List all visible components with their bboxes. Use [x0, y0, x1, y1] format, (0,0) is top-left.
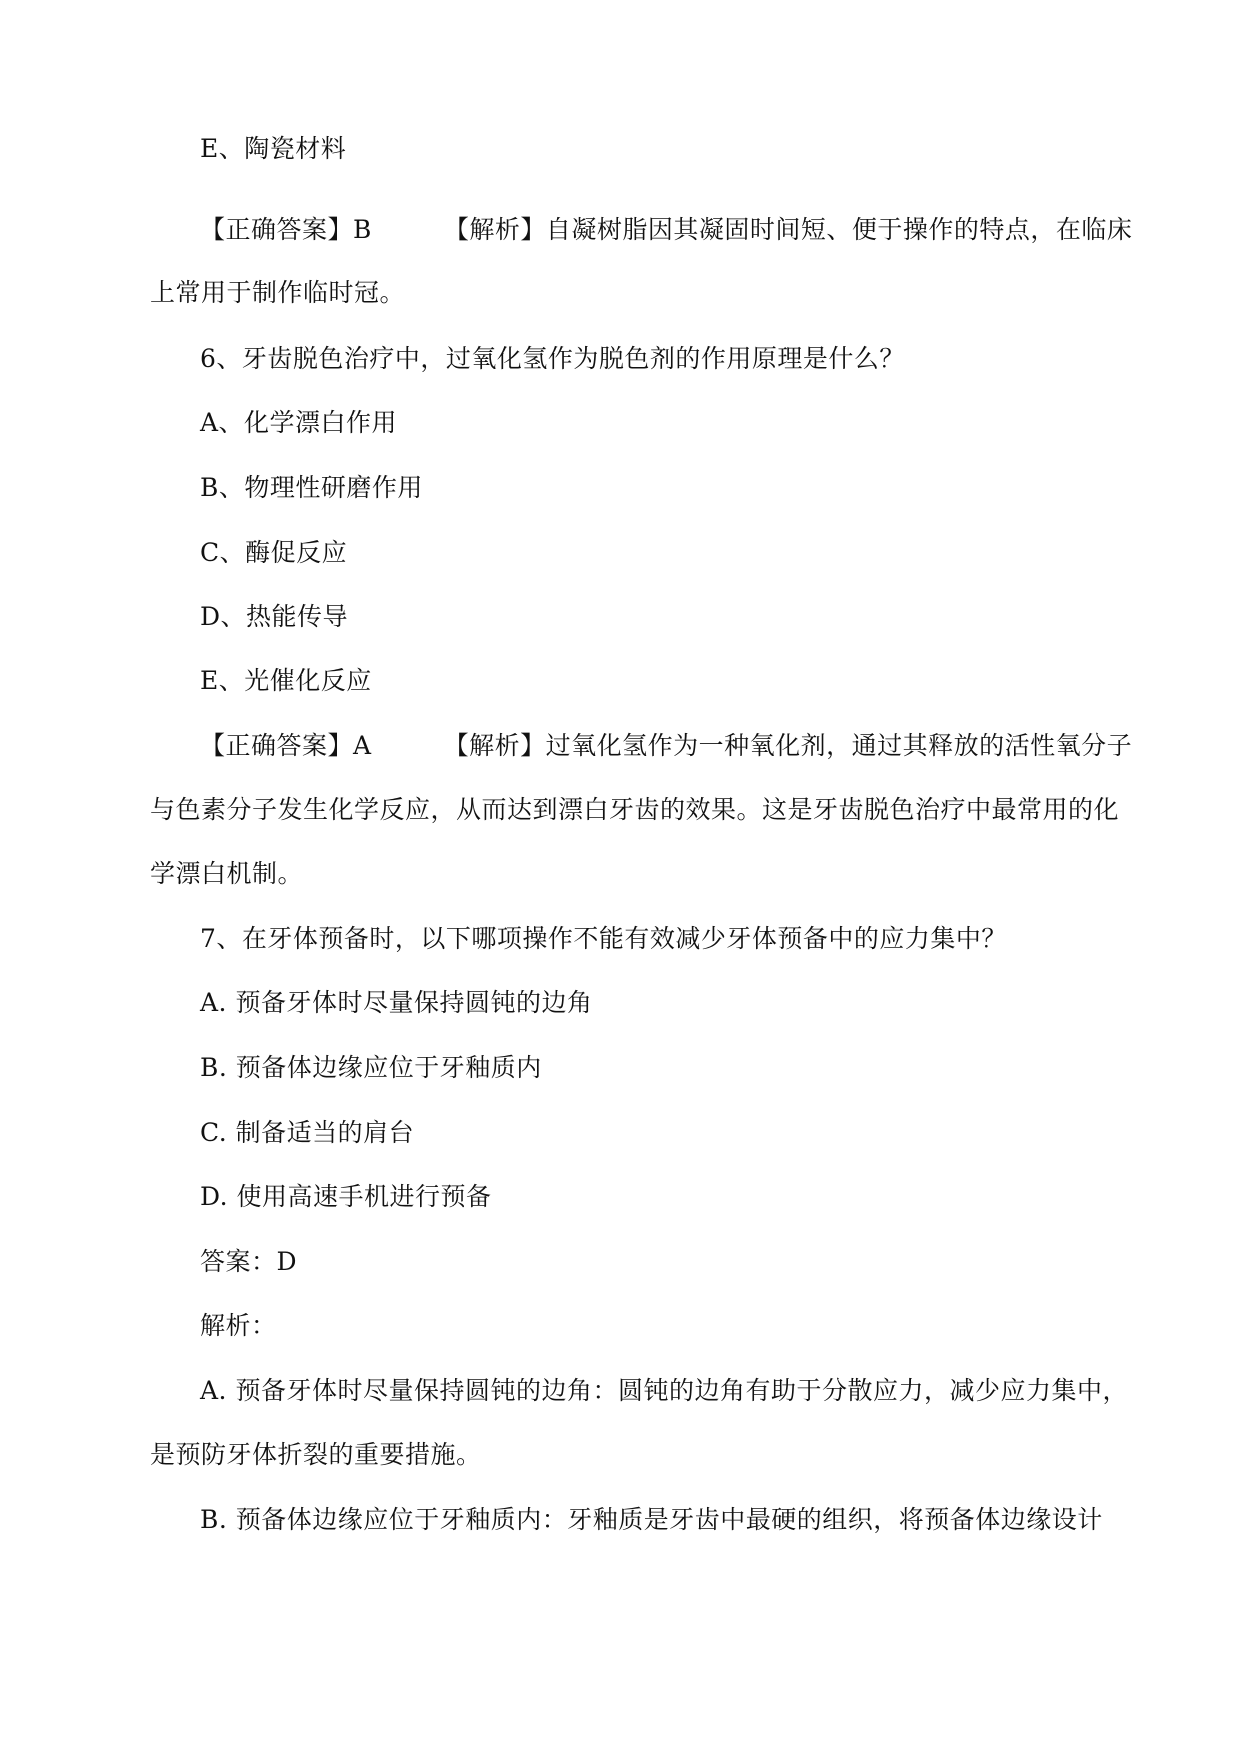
q7-answer: 答案：D — [200, 1247, 298, 1276]
q7-analysis-a: A. 预备牙体时尽量保持圆钝的边角：圆钝的边角有助于分散应力，减少应力集中， — [200, 1376, 1128, 1405]
q5-explanation-cont: 上常用于制作临时冠。 — [150, 278, 406, 307]
q6-answer-line — [200, 731, 1132, 761]
q7-option-d: D. 使用高速手机进行预备 — [200, 1182, 492, 1211]
q7-option-c: C. 制备适当的肩台 — [200, 1118, 415, 1147]
q7-question: 7、在牙体预备时，以下哪项操作不能有效减少牙体预备中的应力集中？ — [200, 924, 1007, 953]
q6-answer-label: 【正确答案】A — [200, 731, 372, 760]
q7-analysis-b: B. 预备体边缘应位于牙釉质内：牙釉质是牙齿中最硬的组织，将预备体边缘设计 — [200, 1505, 1103, 1534]
q5-option-e: E、陶瓷材料 — [200, 134, 347, 163]
q7-option-a: A. 预备牙体时尽量保持圆钝的边角 — [200, 988, 593, 1017]
q5-answer-label: 【正确答案】B — [200, 215, 372, 244]
q6-option-d: D、热能传导 — [200, 602, 349, 631]
q6-option-c: C、酶促反应 — [200, 538, 348, 567]
q6-option-b: B、物理性研磨作用 — [200, 473, 423, 502]
q6-option-e: E、光催化反应 — [200, 666, 372, 695]
q5-answer-line — [200, 215, 1132, 245]
q7-analysis-title: 解析： — [200, 1311, 277, 1340]
q6-question: 6、牙齿脱色治疗中，过氧化氢作为脱色剂的作用原理是什么？ — [200, 344, 905, 373]
q5-explanation: 【解析】自凝树脂因其凝固时间短、便于操作的特点，在临床 — [443, 215, 1133, 244]
q6-explanation-cont-1: 与色素分子发生化学反应，从而达到漂白牙齿的效果。这是牙齿脱色治疗中最常用的化 — [150, 795, 1120, 824]
q6-explanation-cont-2: 学漂白机制。 — [150, 859, 304, 888]
q7-analysis-a-cont: 是预防牙体折裂的重要措施。 — [150, 1440, 482, 1469]
q6-explanation: 【解析】过氧化氢作为一种氧化剂，通过其释放的活性氧分子 — [443, 731, 1133, 760]
q7-option-b: B. 预备体边缘应位于牙釉质内 — [200, 1053, 542, 1082]
q6-option-a: A、化学漂白作用 — [200, 408, 398, 437]
